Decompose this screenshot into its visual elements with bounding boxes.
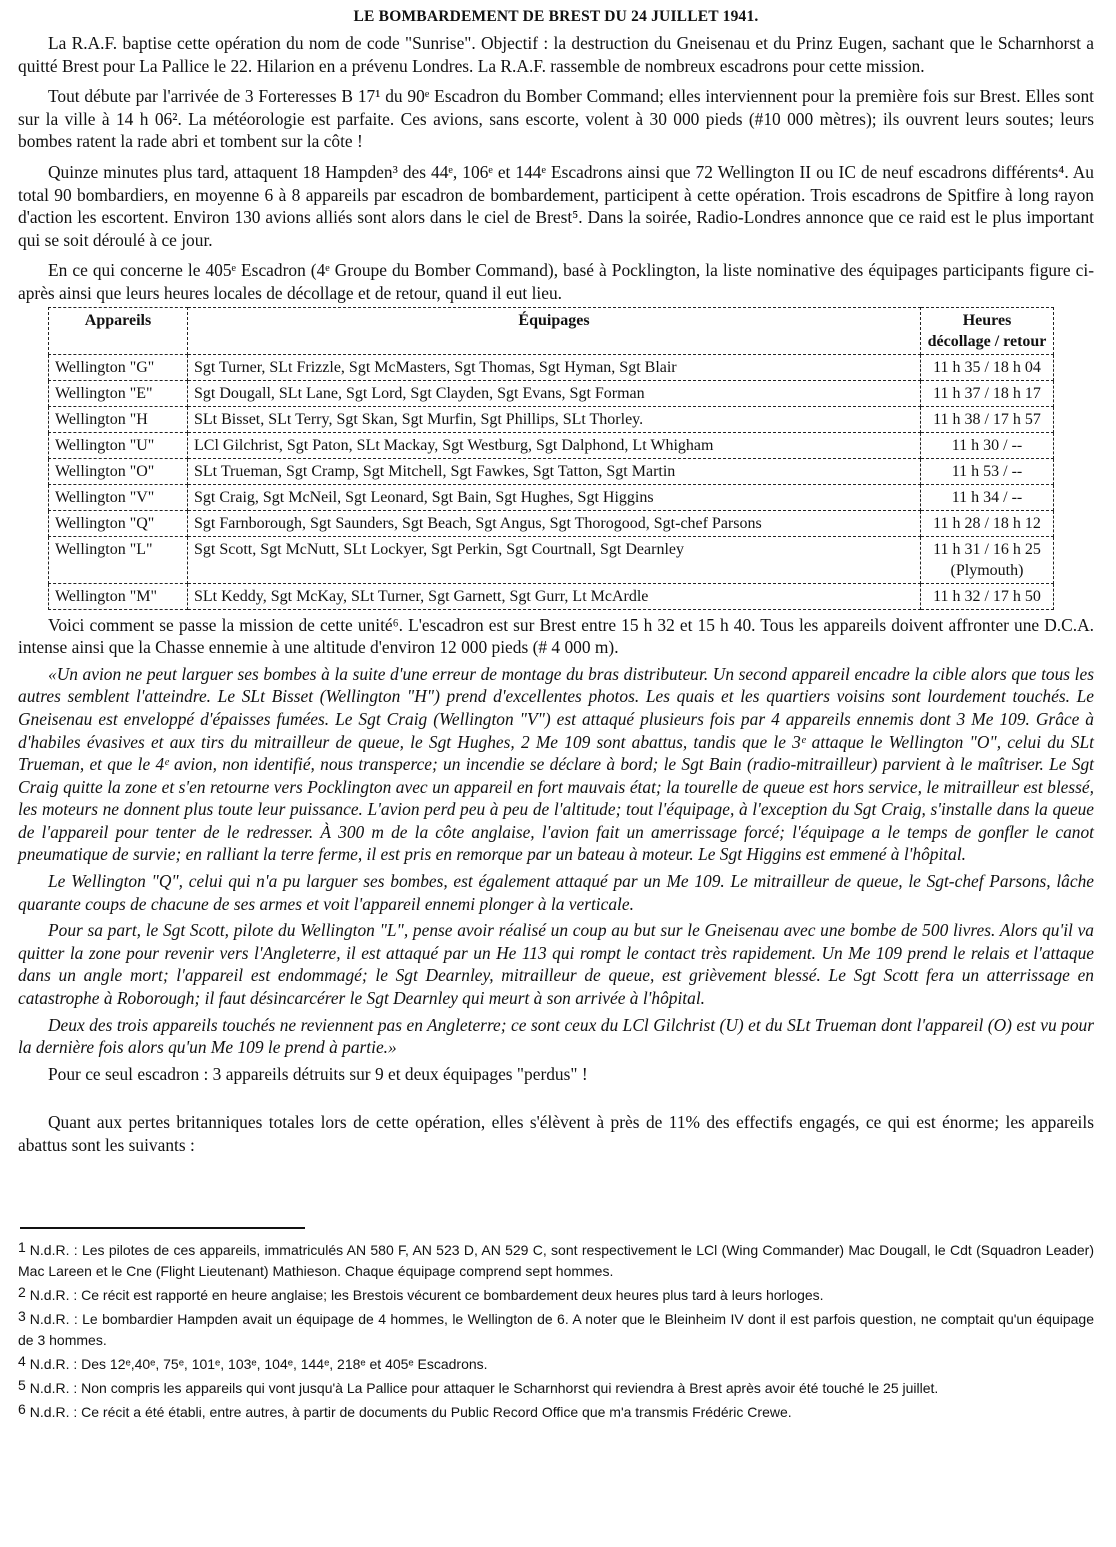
cell-hours [921,354,1054,380]
cell-aircraft: Wellington "V" [49,484,188,510]
footnote-number: 6 [18,1400,26,1417]
footnote [18,1399,1094,1423]
footnote-text: N.d.R. : Ce récit a été établi, entre autres, à partir de documents du Public Record Office que m'a transmis Frédéric Crewe. [29,1403,792,1420]
footnote-text: N.d.R. : Non compris les appareils qui vont jusqu'à La Pallice pour attaquer le Scharnhorst qui reviendra à Brest après avoir été touché le 25 juillet. [29,1379,939,1396]
table-row [49,484,1054,510]
cell-aircraft: Wellington "H [49,406,188,432]
hours-value: 11 h 53 / -- [951,462,1023,480]
hours-value: 11 h 30 / -- [951,436,1023,454]
footnote [18,1237,1094,1282]
after-table-paragraph: Voici comment se passe la mission de cette unité⁶. L'escadron est sur Brest entre 15 h 32 et 15 h 40. Tous les appareils doivent affronter une D.C.A. intense ainsi que la Chasse ennemie à une altitude d'environ 12 000 pieds (# 4 000 m). [18,614,1094,658]
cell-crew: SLt Trueman, Sgt Cramp, Sgt Mitchell, Sgt Fawkes, Sgt Tatton, Sgt Martin [188,458,921,484]
cell-hours [921,380,1054,406]
testimony-quote [18,663,1094,1059]
closing-paragraph: Quant aux pertes britanniques totales lors de cette opération, elles s'élèvent à près de 11% des effectifs engagés, ce qui est énorme; les appareils abattus sont les suivants : [18,1112,1094,1155]
quote-paragraph: Pour sa part, le Sgt Scott, pilote du Wellington "L", pense avoir réalisé un coup au but sur le Gneisenau avec une bombe de 500 livres. Alors qu'il va quitter la zone pour revenir vers l'Angleterre, il est attaqué par un He 113 qui rompt le contact très rapidement. Un Me 109 prend le relais et l'attaque dans un angle mort; l'appareil est endommagé; le Sgt Dearnley, mitrailleur de queue, est grièvement blessé. Le Sgt Scott fera un atterrissage en catastrophe à Roborough; il faut désincarcérer le Sgt Dearnley qui meurt à son arrivée à l'hôpital. [18,920,1094,1009]
table-row [49,406,1054,432]
cell-crew: Sgt Farnborough, Sgt Saunders, Sgt Beach, Sgt Angus, Sgt Thorogood, Sgt-chef Parsons [188,510,921,536]
hours-value: 11 h 37 / 18 h 17 [933,384,1041,402]
hours-value: 11 h 31 / 16 h 25 [933,540,1041,558]
table-row [49,380,1054,406]
header-hours [921,307,1054,354]
footnote-number: 5 [18,1376,26,1393]
cell-crew: Sgt Craig, Sgt McNeil, Sgt Leonard, Sgt Bain, Sgt Hughes, Sgt Higgins [188,484,921,510]
table-row [49,583,1054,609]
table-row [49,510,1054,536]
header-hours-line2: décollage / retour [927,332,1047,350]
header-crews: Équipages [188,307,921,354]
hours-value: 11 h 38 / 17 h 57 [933,410,1041,428]
footnote-text: N.d.R. : Ce récit est rapporté en heure anglaise; les Brestois vécurent ce bombardement deux heures plus tard à leurs horloges. [29,1286,824,1303]
cell-hours [921,510,1054,536]
intro-paragraph: En ce qui concerne le 405ᵉ Escadron (4ᵉ Groupe du Bomber Command), basé à Pocklington, la liste nominative des équipages participants figure ci-après ainsi que leurs heures locales de décollage et de retour, quand il eut lieu. [18,260,1094,303]
footnote-number: 3 [18,1307,26,1324]
cell-hours [921,458,1054,484]
cell-aircraft: Wellington "O" [49,458,188,484]
cell-aircraft: Wellington "U" [49,432,188,458]
cell-crew: SLt Bisset, SLt Terry, Sgt Skan, Sgt Murfin, Sgt Phillips, SLt Thorley. [188,406,921,432]
cell-hours [921,583,1054,609]
hours-value: 11 h 32 / 17 h 50 [933,587,1041,605]
hours-value: 11 h 34 / -- [951,488,1023,506]
intro-paragraph: La R.A.F. baptise cette opération du nom de code "Sunrise". Objectif : la destruction du Gneisenau et du Prinz Eugen, sachant que le Scharnhorst a quitté Brest pour La Pallice le 22. Hilarion en a prévenu Londres. La R.A.F. rassemble de nombreux escadrons pour cette mission. [18,33,1094,76]
hours-note: (Plymouth) [950,561,1024,579]
cell-hours [921,536,1054,583]
footnote [18,1375,1094,1399]
table-row [49,536,1054,583]
quote-paragraph: Le Wellington "Q", celui qui n'a pu larguer ses bombes, est également attaqué par un Me 109. Le mitrailleur de queue, le Sgt-chef Parsons, lâche quarante coups de chacune de ses armes et voit l'appareil ennemi plonger à la verticale. [18,871,1094,914]
cell-crew: Sgt Dougall, SLt Lane, Sgt Lord, Sgt Clayden, Sgt Evans, Sgt Forman [188,380,921,406]
footnote-divider [20,1227,305,1229]
cell-aircraft: Wellington "M" [49,583,188,609]
intro-paragraph: Tout débute par l'arrivée de 3 Forteresses B 17¹ du 90ᵉ Escadron du Bomber Command; elles interviennent pour la première fois sur Brest. Elles sont sur la ville à 14 h 06². La météorologie est parfaite. Ces avions, sans escorte, volent à 30 000 pieds (#10 000 mètres); ils ouvrent leurs soutes; leurs bombes ratent la rade abri et tombent sur la côte ! [18,86,1094,152]
header-aircraft: Appareils [49,307,188,354]
intro-paragraph: Quinze minutes plus tard, attaquent 18 Hampden³ des 44ᵉ, 106ᵉ et 144ᵉ Escadrons ainsi que 72 Wellington II ou IC de neuf escadrons différents⁴. Au total 90 bombardiers, en moyenne 6 à 8 appareils par escadron de bombardement, participent à cette opération. Trois escadrons de Spitfire à long rayon d'action les escortent. Environ 130 avions alliés sont alors dans le ciel de Brest⁵. Dans la soirée, Radio-Londres annonce que ce raid est le plus important qui se soit déroulé à ce jour. [18,161,1094,250]
summary-paragraph: Pour ce seul escadron : 3 appareils détruits sur 9 et deux équipages "perdus" ! [48,1063,588,1084]
quote-paragraph: Deux des trois appareils touchés ne reviennent pas en Angleterre; ce sont ceux du LCl Gilchrist (U) et du SLt Trueman dont l'appareil (O) est vu pour la dernière fois alors qu'un Me 109 le prend à partie.» [18,1014,1094,1058]
cell-crew: Sgt Scott, Sgt McNutt, SLt Lockyer, Sgt Perkin, Sgt Courtnall, Sgt Dearnley [188,536,921,583]
footnote-text: N.d.R. : Des 12ᵉ,40ᵉ, 75ᵉ, 101ᵉ, 103ᵉ, 104ᵉ, 144ᵉ, 218ᵉ et 405ᵉ Escadrons. [29,1355,488,1372]
hours-value: 11 h 28 / 18 h 12 [933,514,1041,532]
cell-hours [921,406,1054,432]
cell-hours [921,432,1054,458]
footnote [18,1282,1094,1306]
table-header-row [49,307,1054,354]
document-page [18,6,1094,1423]
footnote [18,1351,1094,1375]
table-row [49,432,1054,458]
crew-table [48,307,1054,610]
cell-crew: Sgt Turner, SLt Frizzle, Sgt McMasters, Sgt Thomas, Sgt Hyman, Sgt Blair [188,354,921,380]
cell-aircraft: Wellington "G" [49,354,188,380]
cell-hours [921,484,1054,510]
header-hours-line1: Heures [962,311,1012,329]
cell-aircraft: Wellington "L" [49,536,188,583]
footnote-text: N.d.R. : Le bombardier Hampden avait un équipage de 4 hommes, le Wellington de 6. A noter que le Bleinheim IV dont il est parfois question, ne comptait qu'un équipage de 3 hommes. [18,1310,1094,1348]
cell-crew: SLt Keddy, Sgt McKay, SLt Turner, Sgt Garnett, Sgt Gurr, Lt McArdle [188,583,921,609]
cell-aircraft: Wellington "Q" [49,510,188,536]
hours-value: 11 h 35 / 18 h 04 [933,358,1041,376]
table-row [49,354,1054,380]
page-title: LE BOMBARDEMENT DE BREST DU 24 JUILLET 1941. [353,8,759,25]
footnote-text: N.d.R. : Les pilotes de ces appareils, immatriculés AN 580 F, AN 523 D, AN 529 C, sont respectivement le LCl (Wing Commander) Mac Dougall, le Cdt (Squadron Leader) Mac Lareen et le Cne (Flight Lieutenant) Mathieson. Chaque équipage comprend sept hommes. [18,1241,1094,1279]
quote-paragraph: «Un avion ne peut larguer ses bombes à la suite d'une erreur de montage du bras distributeur. Un second appareil encadre la cible alors que tous les autres semblent l'atteindre. Le SLt Bisset (Wellington "H") prend d'excellentes photos. Les quais et les quartiers voisins sont lourdement touchés. Le Gneisenau est enveloppé d'épaisses fumées. Le Sgt Craig (Wellington "V") est attaqué plusieurs fois par 4 appareils ennemis dont 3 Me 109. Grâce à d'habiles évasives et aux tirs du mitrailleur de queue, le Sgt Hughes, 2 Me 109 sont abattus, tandis que le 3ᵉ attaque le Wellington "O", celui du SLt Trueman, et que le 4ᵉ avion, non identifié, nous transperce; un incendie se déclare à bord; le Sgt Bain (radio-mitrailleur) parvient à le maîtriser. Le Sgt Craig quitte la zone et s'en retourne vers Pocklington avec un appareil en fort mauvais état; la tourelle de queue est hors service, le mitrailleur est blessé, les moteurs ne donnent plus toute leur puissance. L'avion perd peu à peu de l'altitude; tout l'équipage, à l'exception du Sgt Craig, s'installe dans la queue de l'appareil pour tenter de le redresser. À 300 m de la côte anglaise, l'avion fait un amerrissage forcé; l'équipage a le temps de gonfler le canot pneumatique de survie; en ralliant la terre ferme, il est pris en remorque par un bateau à moteur. Le Sgt Higgins est emmené à l'hôpital. [18,663,1094,865]
cell-crew: LCl Gilchrist, Sgt Paton, SLt Mackay, Sgt Westburg, Sgt Dalphond, Lt Whigham [188,432,921,458]
table-row [49,458,1054,484]
footnote-number: 2 [18,1283,26,1300]
footnote-number: 4 [18,1352,26,1369]
cell-aircraft: Wellington "E" [49,380,188,406]
footnote-number: 1 [18,1238,26,1255]
footnotes [18,1237,1094,1423]
footnote [18,1306,1094,1351]
